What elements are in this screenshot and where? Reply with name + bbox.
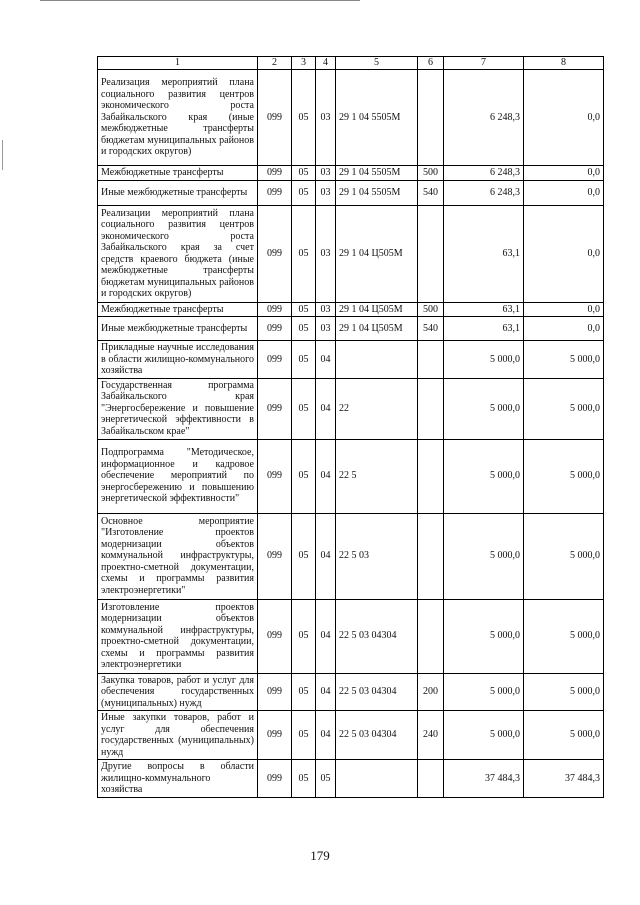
row-sum-2017: 0,0 xyxy=(524,205,604,302)
row-sum-2017: 0,0 xyxy=(524,166,604,181)
row-vr: 500 xyxy=(418,166,444,181)
row-grbs: 099 xyxy=(258,180,292,205)
table-row xyxy=(98,760,604,798)
row-csr: 22 5 03 04304 xyxy=(336,673,418,711)
row-grbs: 099 xyxy=(258,711,292,760)
row-sum-2017: 0,0 xyxy=(524,317,604,341)
row-grbs: 099 xyxy=(258,70,292,166)
row-sum-2017: 5 000,0 xyxy=(524,599,604,673)
row-csr: 22 5 03 xyxy=(336,513,418,599)
row-vr: 540 xyxy=(418,317,444,341)
table-row xyxy=(98,205,604,302)
row-sum-2017: 5 000,0 xyxy=(524,513,604,599)
table-row xyxy=(98,180,604,205)
row-sum-2016: 63,1 xyxy=(444,302,524,317)
table-row xyxy=(98,513,604,599)
table-row xyxy=(98,673,604,711)
row-vr xyxy=(418,760,444,798)
row-sum-2016: 5 000,0 xyxy=(444,673,524,711)
row-name: Иные закупки товаров, работ и услуг для обеспечения государственных (муниципальных) нужд xyxy=(98,711,258,760)
row-vr xyxy=(418,599,444,673)
row-csr: 29 1 04 Ц505M xyxy=(336,302,418,317)
row-csr: 29 1 04 Ц505M xyxy=(336,317,418,341)
row-vr xyxy=(418,378,444,439)
row-grbs: 099 xyxy=(258,302,292,317)
row-csr: 29 1 04 5505M xyxy=(336,166,418,181)
table-row xyxy=(98,341,604,379)
row-vr: 540 xyxy=(418,180,444,205)
row-sum-2016: 5 000,0 xyxy=(444,599,524,673)
row-sum-2017: 0,0 xyxy=(524,180,604,205)
row-csr: 22 5 xyxy=(336,439,418,513)
row-vr xyxy=(418,439,444,513)
row-sum-2016: 6 248,3 xyxy=(444,166,524,181)
row-name: Государственная программа Забайкальского края "Энергосбережение и повышение энергетической эффективности в Забайкальском крае" xyxy=(98,378,258,439)
row-rz: 05 xyxy=(292,302,316,317)
row-pr: 03 xyxy=(316,317,336,341)
row-vr: 200 xyxy=(418,673,444,711)
row-pr: 03 xyxy=(316,180,336,205)
budget-table xyxy=(97,56,604,798)
row-grbs: 099 xyxy=(258,513,292,599)
row-name: Прикладные научные исследования в области жилищно-коммунального хозяйства xyxy=(98,341,258,379)
row-name: Иные межбюджетные трансферты xyxy=(98,317,258,341)
row-sum-2016: 6 248,3 xyxy=(444,70,524,166)
row-csr: 22 5 03 04304 xyxy=(336,711,418,760)
row-name: Закупка товаров, работ и услуг для обеспечения государственных (муниципальных) нужд xyxy=(98,673,258,711)
row-name: Межбюджетные трансферты xyxy=(98,302,258,317)
row-rz: 05 xyxy=(292,760,316,798)
row-rz: 05 xyxy=(292,439,316,513)
row-pr: 03 xyxy=(316,302,336,317)
row-rz: 05 xyxy=(292,513,316,599)
table-row xyxy=(98,711,604,760)
row-name: Иные межбюджетные трансферты xyxy=(98,180,258,205)
row-vr: 500 xyxy=(418,302,444,317)
row-rz: 05 xyxy=(292,205,316,302)
row-pr: 04 xyxy=(316,341,336,379)
page-number: 179 xyxy=(310,848,330,863)
row-pr: 04 xyxy=(316,711,336,760)
row-name: Подпрограмма "Методическое, информационное и кадровое обеспечение мероприятий по энергосбережению и повышению энергетической эффективности" xyxy=(98,439,258,513)
row-sum-2016: 5 000,0 xyxy=(444,341,524,379)
row-csr: 29 1 04 5505M xyxy=(336,180,418,205)
row-sum-2017: 5 000,0 xyxy=(524,341,604,379)
row-vr: 240 xyxy=(418,711,444,760)
row-sum-2016: 5 000,0 xyxy=(444,711,524,760)
row-csr xyxy=(336,760,418,798)
row-vr xyxy=(418,341,444,379)
scan-edge-top xyxy=(40,0,360,5)
row-pr: 04 xyxy=(316,599,336,673)
row-grbs: 099 xyxy=(258,599,292,673)
table-row xyxy=(98,166,604,181)
row-rz: 05 xyxy=(292,673,316,711)
column-header: 6 xyxy=(418,57,444,70)
table-row xyxy=(98,317,604,341)
row-vr xyxy=(418,205,444,302)
row-pr: 04 xyxy=(316,378,336,439)
table-row xyxy=(98,599,604,673)
row-rz: 05 xyxy=(292,70,316,166)
row-pr: 04 xyxy=(316,439,336,513)
row-rz: 05 xyxy=(292,711,316,760)
column-header: 3 xyxy=(292,57,316,70)
row-csr: 22 5 03 04304 xyxy=(336,599,418,673)
row-rz: 05 xyxy=(292,378,316,439)
row-name: Изготовление проектов модернизации объектов коммунальной инфраструктуры, проектно-сметной документации, схемы и программы развития электроэнергетики xyxy=(98,599,258,673)
row-name: Реализация мероприятий плана социального развития центров экономического роста Забайкальского края (иные межбюджетные трансферты бюджетам муниципальных районов и городских округов) xyxy=(98,70,258,166)
scan-edge-left xyxy=(2,140,3,170)
column-header: 5 xyxy=(336,57,418,70)
row-name: Межбюджетные трансферты xyxy=(98,166,258,181)
row-sum-2016: 5 000,0 xyxy=(444,439,524,513)
table-header-row xyxy=(98,57,604,70)
row-sum-2017: 0,0 xyxy=(524,70,604,166)
row-grbs: 099 xyxy=(258,317,292,341)
row-sum-2016: 63,1 xyxy=(444,317,524,341)
column-header: 8 xyxy=(524,57,604,70)
row-grbs: 099 xyxy=(258,341,292,379)
row-pr: 04 xyxy=(316,513,336,599)
row-sum-2016: 63,1 xyxy=(444,205,524,302)
table-row xyxy=(98,439,604,513)
row-grbs: 099 xyxy=(258,760,292,798)
row-pr: 03 xyxy=(316,205,336,302)
row-csr: 29 1 04 Ц505M xyxy=(336,205,418,302)
column-header: 1 xyxy=(98,57,258,70)
row-sum-2017: 0,0 xyxy=(524,302,604,317)
row-pr: 05 xyxy=(316,760,336,798)
row-rz: 05 xyxy=(292,317,316,341)
column-header: 7 xyxy=(444,57,524,70)
row-grbs: 099 xyxy=(258,205,292,302)
row-sum-2016: 5 000,0 xyxy=(444,513,524,599)
row-csr: 22 xyxy=(336,378,418,439)
row-sum-2017: 5 000,0 xyxy=(524,673,604,711)
column-header: 4 xyxy=(316,57,336,70)
row-sum-2017: 5 000,0 xyxy=(524,378,604,439)
row-pr: 03 xyxy=(316,166,336,181)
row-sum-2017: 37 484,3 xyxy=(524,760,604,798)
table-row xyxy=(98,378,604,439)
row-sum-2017: 5 000,0 xyxy=(524,711,604,760)
row-sum-2016: 37 484,3 xyxy=(444,760,524,798)
table-row xyxy=(98,70,604,166)
row-grbs: 099 xyxy=(258,673,292,711)
row-pr: 04 xyxy=(316,673,336,711)
row-rz: 05 xyxy=(292,166,316,181)
row-name: Реализации мероприятий плана социального развития центров экономического роста Забайкальского края за счет средств краевого бюджета (иные межбюджетные трансферты бюджетам муниципальных районов и городских округов) xyxy=(98,205,258,302)
row-name: Другие вопросы в области жилищно-коммунального хозяйства xyxy=(98,760,258,798)
row-sum-2017: 5 000,0 xyxy=(524,439,604,513)
row-rz: 05 xyxy=(292,341,316,379)
row-rz: 05 xyxy=(292,180,316,205)
row-grbs: 099 xyxy=(258,378,292,439)
row-vr xyxy=(418,513,444,599)
row-sum-2016: 6 248,3 xyxy=(444,180,524,205)
row-csr xyxy=(336,341,418,379)
row-pr: 03 xyxy=(316,70,336,166)
row-vr xyxy=(418,70,444,166)
row-csr: 29 1 04 5505M xyxy=(336,70,418,166)
column-header: 2 xyxy=(258,57,292,70)
table-row xyxy=(98,302,604,317)
row-name: Основное мероприятие "Изготовление проектов модернизации объектов коммунальной инфраструктуры, проектно-сметной документации, схемы и программы развития электроэнергетики" xyxy=(98,513,258,599)
row-grbs: 099 xyxy=(258,439,292,513)
row-rz: 05 xyxy=(292,599,316,673)
row-sum-2016: 5 000,0 xyxy=(444,378,524,439)
row-grbs: 099 xyxy=(258,166,292,181)
